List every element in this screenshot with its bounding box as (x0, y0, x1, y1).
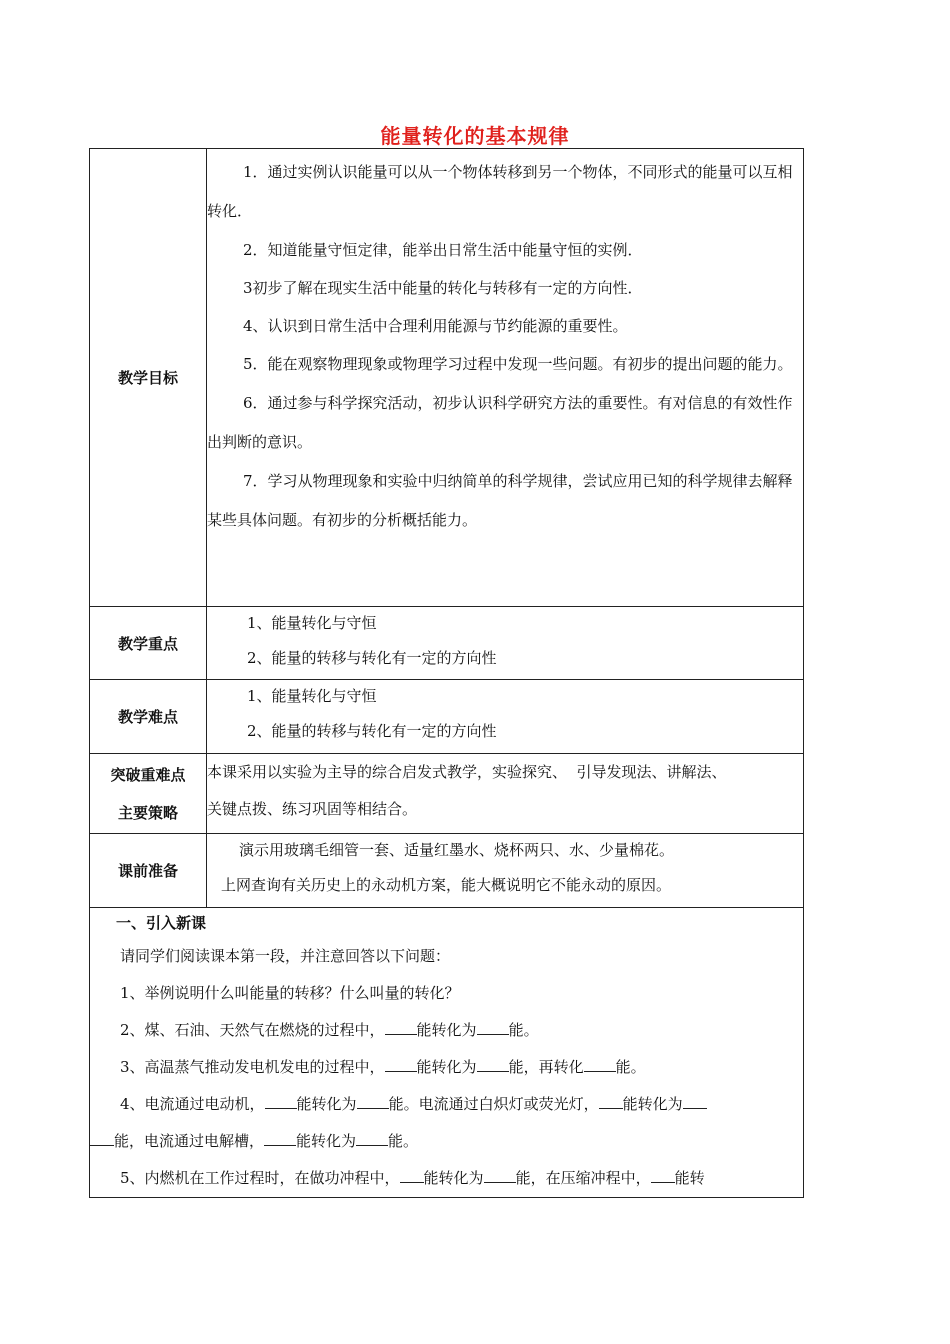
strategy-row (90, 754, 804, 834)
question-4 (90, 1086, 803, 1123)
key-points-content (207, 607, 804, 680)
difficulty-item: 2、能量的转移与转化有一定的方向性 (247, 722, 497, 740)
question-5-text: 能，在压缩冲程中， (515, 1169, 651, 1187)
question-4-text: 能。 (388, 1132, 419, 1150)
objective-item: 3初步了解在现实生活中能量的转化与转移有一定的方向性． (243, 279, 643, 297)
objective-item: 2．知道能量守恒定律，能举出日常生活中能量守恒的实例． (243, 241, 643, 259)
difficulty-item: 1、能量转化与守恒 (247, 687, 377, 705)
answer-blank[interactable] (265, 1094, 297, 1109)
answer-blank[interactable] (651, 1168, 675, 1183)
objectives-label: 教学目标 (90, 149, 207, 607)
objective-item: 4、认识到日常生活中合理利用能源与节约能源的重要性。 (243, 317, 628, 335)
document-title: 能量转化的基本规律 (380, 124, 570, 148)
answer-blank[interactable] (584, 1057, 616, 1072)
question-4-text: 4、电流通过电动机， (120, 1095, 265, 1113)
question-5-text: 能转 (674, 1169, 705, 1187)
question-1: 1、举例说明什么叫能量的转移？什么叫量的转化？ (120, 984, 460, 1002)
answer-blank[interactable] (385, 1020, 417, 1035)
question-4-text: 能转化为 (622, 1095, 683, 1113)
question-3-text: 3、高温蒸气推动发电机发电的过程中， (120, 1058, 385, 1076)
key-points-row (90, 607, 804, 680)
question-2-text: 能。 (508, 1021, 539, 1039)
question-3-text: 能。 (615, 1058, 646, 1076)
difficulties-label: 教学难点 (90, 680, 207, 754)
strategy-label-line2: 主要策略 (117, 803, 178, 822)
answer-blank[interactable] (477, 1057, 509, 1072)
objectives-row (90, 149, 804, 607)
difficulties-content (207, 680, 804, 754)
answer-blank[interactable] (683, 1094, 707, 1109)
objective-item: 7．学习从物理现象和实验中归纳简单的科学规律，尝试应用已知的科学规律去解释某些具体问题。有初步的分析概括能力。 (207, 472, 793, 529)
question-3-text: 能，再转化 (508, 1058, 584, 1076)
answer-blank[interactable] (357, 1094, 389, 1109)
lesson-heading: 一、引入新课 (116, 914, 207, 932)
lesson-intro: 请同学们阅读课本第一段，并注意回答以下问题： (120, 947, 451, 965)
lesson-plan-table (89, 148, 804, 1198)
preparation-line2: 上网查询有关历史上的永动机方案，能大概说明它不能永动的原因。 (221, 876, 672, 894)
answer-blank[interactable] (356, 1131, 388, 1146)
strategy-label (90, 754, 207, 834)
question-2-text: 能转化为 (416, 1021, 477, 1039)
answer-blank[interactable] (477, 1020, 509, 1035)
question-2-text: 2、煤、石油、天然气在燃烧的过程中， (120, 1021, 385, 1039)
objective-item: 6．通过参与科学探究活动，初步认识科学研究方法的重要性。有对信息的有效性作出判断的意识。 (207, 394, 793, 451)
question-4-text: 能，电流通过电解槽， (114, 1132, 265, 1150)
objective-item: 5．能在观察物理现象或物理学习过程中发现一些问题。有初步的提出问题的能力。 (243, 355, 793, 373)
answer-blank[interactable] (90, 1131, 114, 1146)
lesson-content (90, 908, 804, 1198)
answer-blank[interactable] (400, 1168, 424, 1183)
answer-blank[interactable] (599, 1094, 623, 1109)
strategy-text-line2: 关键点拨、练习巩固等相结合。 (207, 800, 418, 818)
strategy-text-line1: 本课采用以实验为主导的综合启发式教学，实验探究、 引导发现法、讲解法、 (207, 763, 727, 781)
question-4-continued (90, 1123, 803, 1160)
objectives-content (207, 149, 804, 607)
question-3 (90, 1049, 803, 1086)
answer-blank[interactable] (385, 1057, 417, 1072)
question-3-text: 能转化为 (416, 1058, 477, 1076)
question-5-text: 能转化为 (423, 1169, 484, 1187)
strategy-label-line1: 突破重难点 (110, 765, 186, 784)
strategy-content (207, 754, 804, 834)
preparation-label: 课前准备 (90, 834, 207, 908)
objective-item: 1．通过实例认识能量可以从一个物体转移到另一个物体，不同形式的能量可以互相转化． (207, 163, 793, 220)
question-5 (90, 1160, 803, 1197)
preparation-line1: 演示用玻璃毛细管一套、适量红墨水、烧杯两只、水、少量棉花。 (239, 841, 675, 859)
key-point-item: 2、能量的转移与转化有一定的方向性 (247, 649, 497, 667)
question-4-text: 能转化为 (296, 1132, 357, 1150)
answer-blank[interactable] (264, 1131, 296, 1146)
preparation-content (207, 834, 804, 908)
answer-blank[interactable] (484, 1168, 516, 1183)
key-points-label: 教学重点 (90, 607, 207, 680)
question-5-text: 5、内燃机在工作过程时，在做功冲程中， (120, 1169, 400, 1187)
question-4-text: 能转化为 (296, 1095, 357, 1113)
preparation-row (90, 834, 804, 908)
question-4-text: 能。电流通过白炽灯或荧光灯， (388, 1095, 599, 1113)
key-point-item: 1、能量转化与守恒 (247, 614, 377, 632)
difficulties-row (90, 680, 804, 754)
lesson-row (90, 908, 804, 1198)
question-2 (90, 1012, 803, 1049)
